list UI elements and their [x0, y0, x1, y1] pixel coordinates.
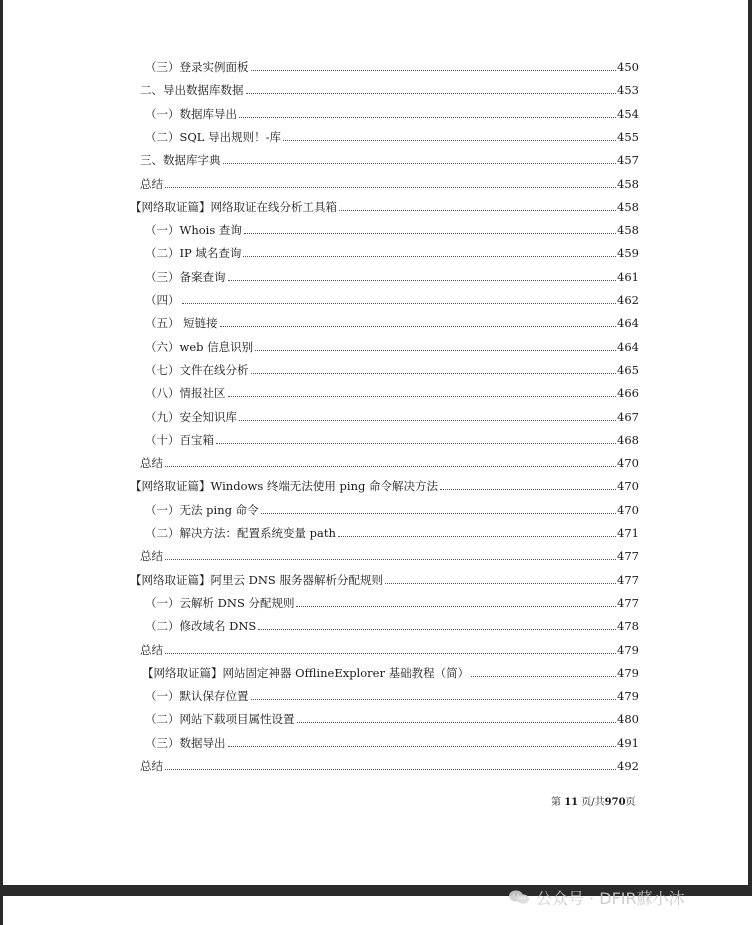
toc-entry-page: 470: [617, 456, 639, 471]
toc-leader-dots: [251, 70, 617, 71]
toc-entry[interactable]: [142, 660, 639, 680]
toc-entry-label: （一）数据库导出: [145, 106, 237, 121]
toc-entry[interactable]: [145, 240, 639, 260]
toc-entry[interactable]: [145, 730, 639, 750]
toc-entry[interactable]: [140, 450, 639, 470]
toc-entry[interactable]: [145, 334, 639, 354]
document-page: [3, 0, 748, 885]
toc-entry-label: （一）Whois 查询: [145, 223, 242, 238]
toc-entry-page: 470: [617, 502, 639, 517]
toc-entry[interactable]: [145, 124, 639, 144]
toc-entry[interactable]: [140, 77, 639, 97]
watermark-text: 公众号 · DFIR蘇小沐: [536, 888, 685, 908]
toc-leader-dots: [182, 303, 617, 304]
toc-entry-label: 三、数据库字典: [140, 153, 221, 168]
toc-leader-dots: [258, 629, 616, 630]
toc-entry-page: 455: [617, 129, 639, 144]
toc-entry-page: 477: [617, 572, 639, 587]
toc-leader-dots: [246, 93, 617, 94]
toc-entry[interactable]: [130, 567, 639, 587]
footer-prefix: 第: [551, 797, 561, 808]
toc-entry-label: （七）文件在线分析: [145, 362, 249, 377]
toc-entry-label: （五） 短链接: [145, 316, 218, 331]
toc-entry-page: 478: [617, 619, 639, 634]
toc-entry[interactable]: [145, 683, 639, 703]
toc-entry-page: 450: [617, 60, 639, 74]
toc-entry-label: （一）无法 ping 命令: [145, 502, 259, 517]
toc-leader-dots: [251, 373, 617, 374]
toc-entry-page: 479: [617, 689, 639, 704]
toc-entry[interactable]: [145, 380, 639, 400]
toc-leader-dots: [228, 280, 617, 281]
toc-entry[interactable]: [145, 310, 639, 330]
toc-entry-page: 479: [617, 642, 639, 657]
toc-leader-dots: [165, 653, 616, 654]
toc-leader-dots: [297, 722, 617, 723]
current-page-number: 11: [564, 797, 579, 808]
toc-leader-dots: [239, 117, 616, 118]
toc-leader-dots: [239, 420, 616, 421]
toc-entry[interactable]: [145, 357, 639, 377]
toc-entry-label: （二）解决方法：配置系统变量 path: [145, 526, 336, 540]
toc-leader-dots: [228, 746, 617, 747]
toc-entry[interactable]: [140, 753, 639, 773]
toc-entry-page: 457: [617, 153, 639, 168]
toc-entry-label: （九）安全知识库: [145, 409, 237, 424]
toc-entry[interactable]: [145, 217, 639, 237]
toc-entry-page: 461: [617, 269, 639, 284]
footer-middle: 页/共: [581, 797, 605, 808]
toc-entry-label: （一）默认保存位置: [145, 689, 249, 704]
toc-entry-page: 464: [617, 339, 639, 354]
toc-entry-page: 471: [617, 526, 639, 540]
toc-entry[interactable]: [145, 404, 639, 424]
toc-entry-page: 467: [617, 409, 639, 424]
toc-entry-page: 491: [617, 735, 639, 750]
right-frame-edge: [748, 0, 752, 885]
toc-entry[interactable]: [140, 543, 639, 563]
toc-leader-dots: [339, 210, 616, 211]
watermark: [508, 884, 685, 910]
toc-entry[interactable]: [140, 637, 639, 657]
toc-entry-label: 【网络取证篇】网络取证在线分析工具箱: [130, 199, 337, 214]
toc-leader-dots: [338, 536, 616, 537]
toc-entry-label: （四）: [145, 293, 180, 307]
toc-entry-page: 464: [617, 316, 639, 331]
toc-leader-dots: [440, 489, 616, 490]
toc-leader-dots: [165, 559, 616, 560]
toc-entry-page: 462: [617, 293, 639, 307]
toc-entry-label: 总结: [140, 176, 163, 191]
toc-entry[interactable]: [145, 590, 639, 610]
toc-entry[interactable]: [145, 613, 639, 633]
toc-leader-dots: [283, 140, 616, 141]
toc-entry-label: 【网络取证篇】Windows 终端无法使用 ping 命令解决方法: [130, 479, 439, 494]
toc-entry-label: （二）网站下载项目属性设置: [145, 712, 295, 727]
toc-leader-dots: [165, 466, 616, 467]
toc-entry-page: 468: [617, 432, 639, 447]
toc-entry-label: （六）web 信息识别: [145, 339, 254, 354]
toc-leader-dots: [471, 676, 616, 677]
total-page-count: 970: [604, 797, 626, 808]
toc-entry-label: （十）百宝箱: [145, 432, 214, 447]
toc-leader-dots: [251, 699, 617, 700]
toc-entry[interactable]: [140, 147, 639, 167]
toc-entry-page: 479: [617, 665, 639, 680]
toc-leader-dots: [223, 163, 617, 164]
toc-entry-page: 492: [617, 759, 639, 773]
toc-entry-page: 480: [617, 712, 639, 727]
toc-leader-dots: [165, 769, 616, 770]
toc-entry[interactable]: [130, 473, 639, 493]
toc-entry-page: 477: [617, 549, 639, 564]
toc-leader-dots: [216, 443, 616, 444]
toc-entry[interactable]: [145, 497, 639, 517]
toc-entry-label: （二）修改域名 DNS: [145, 619, 257, 634]
toc-entry-label: （二）IP 域名查询: [145, 246, 242, 261]
toc-entry-page: 477: [617, 595, 639, 610]
toc-entry-page: 453: [617, 83, 639, 98]
toc-entry-label: 总结: [140, 549, 163, 564]
toc-entry[interactable]: [145, 520, 639, 540]
toc-entry-label: （三）数据导出: [145, 735, 226, 750]
toc-entry-page: 465: [617, 362, 639, 377]
toc-leader-dots: [385, 583, 616, 584]
toc-leader-dots: [296, 606, 616, 607]
toc-leader-dots: [220, 326, 616, 327]
toc-entry-page: 459: [617, 246, 639, 261]
toc-leader-dots: [243, 256, 616, 257]
toc-leader-dots: [165, 187, 616, 188]
toc-entry[interactable]: [145, 54, 639, 74]
toc-entry-page: 470: [617, 479, 639, 494]
toc-entry-page: 466: [617, 386, 639, 401]
toc-entry-label: 二、导出数据库数据: [140, 83, 244, 98]
toc-entry-label: 总结: [140, 456, 163, 471]
toc-entry[interactable]: [145, 706, 639, 726]
toc-leader-dots: [228, 396, 617, 397]
toc-entry-label: （一）云解析 DNS 分配规则: [145, 595, 295, 610]
page-footer: [551, 793, 636, 808]
toc-entry-label: （八）情报社区: [145, 386, 226, 401]
toc-entry-label: 总结: [140, 642, 163, 657]
toc-entry[interactable]: [140, 171, 639, 191]
toc-leader-dots: [261, 513, 616, 514]
toc-entry-page: 454: [617, 106, 639, 121]
toc-entry[interactable]: [145, 101, 639, 121]
toc-leader-dots: [244, 233, 616, 234]
toc-entry-page: 458: [617, 176, 639, 191]
toc-entry-page: 458: [617, 199, 639, 214]
toc-entry[interactable]: [130, 194, 639, 214]
toc-leader-dots: [255, 350, 616, 351]
toc-entry-label: （三）备案查询: [145, 269, 226, 284]
toc-entry-page: 458: [617, 223, 639, 238]
toc-entry[interactable]: [145, 264, 639, 284]
toc-entry-label: （二）SQL 导出规则！-库: [145, 129, 281, 144]
toc-entry-label: 【网络取证篇】阿里云 DNS 服务器解析分配规则: [130, 572, 383, 587]
wechat-icon: [508, 889, 530, 905]
toc-entry[interactable]: [145, 287, 639, 307]
toc-entry-label: （三）登录实例面板: [145, 60, 249, 74]
footer-suffix: 页: [625, 797, 636, 808]
toc-entry[interactable]: [145, 427, 639, 447]
toc-entry-label: 【网络取证篇】网站固定神器 OfflineExplorer 基础教程（简）: [142, 665, 470, 680]
toc-entry-label: 总结: [140, 759, 163, 773]
